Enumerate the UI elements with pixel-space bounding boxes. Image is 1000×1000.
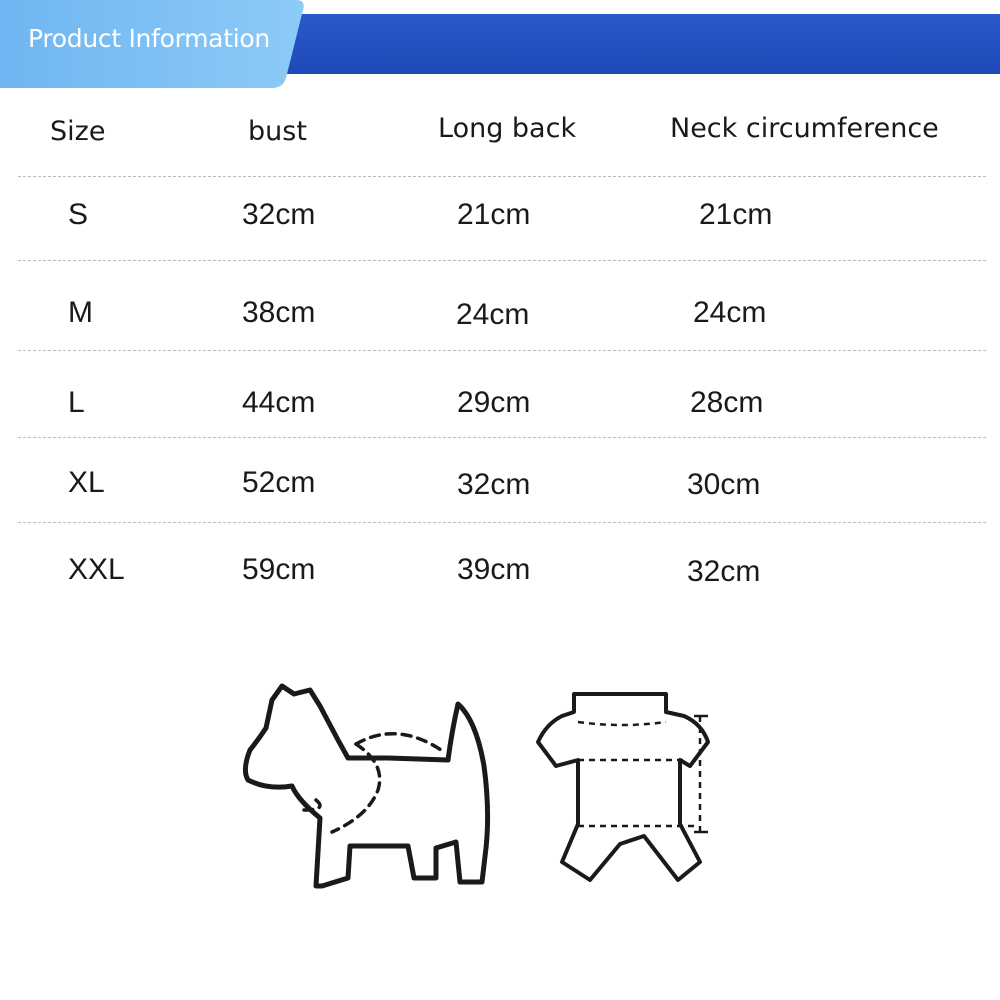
row-divider xyxy=(18,260,986,261)
long-back-cell: 32cm xyxy=(457,468,531,501)
size-cell: L xyxy=(68,386,85,419)
long-back-cell: 24cm xyxy=(456,298,530,331)
long-back-cell: 29cm xyxy=(457,386,531,419)
column-header-neck-circumference: Neck circumference xyxy=(670,113,939,144)
row-divider xyxy=(18,350,986,351)
size-cell: M xyxy=(68,296,93,329)
page-title: Product Information xyxy=(28,24,270,53)
size-cell: S xyxy=(68,198,89,231)
neck-cell: 21cm xyxy=(699,198,773,231)
bust-cell: 32cm xyxy=(242,198,316,231)
row-divider xyxy=(18,522,986,523)
column-header-long-back: Long back xyxy=(438,113,577,144)
row-divider xyxy=(18,176,986,177)
neck-cell: 30cm xyxy=(687,468,761,501)
header-tab xyxy=(0,0,310,90)
dog-measurement-icon xyxy=(238,680,500,895)
neck-cell: 32cm xyxy=(687,555,761,588)
size-cell: XXL xyxy=(68,553,125,586)
bust-cell: 44cm xyxy=(242,386,316,419)
size-cell: XL xyxy=(68,466,105,499)
bust-cell: 59cm xyxy=(242,553,316,586)
dog-garment-measurement-icon xyxy=(534,686,714,886)
bust-cell: 52cm xyxy=(242,466,316,499)
neck-cell: 24cm xyxy=(693,296,767,329)
neck-cell: 28cm xyxy=(690,386,764,419)
long-back-cell: 39cm xyxy=(457,553,531,586)
column-header-size: Size xyxy=(50,116,106,147)
bust-cell: 38cm xyxy=(242,296,316,329)
column-header-bust: bust xyxy=(248,116,307,147)
row-divider xyxy=(18,437,986,438)
long-back-cell: 21cm xyxy=(457,198,531,231)
